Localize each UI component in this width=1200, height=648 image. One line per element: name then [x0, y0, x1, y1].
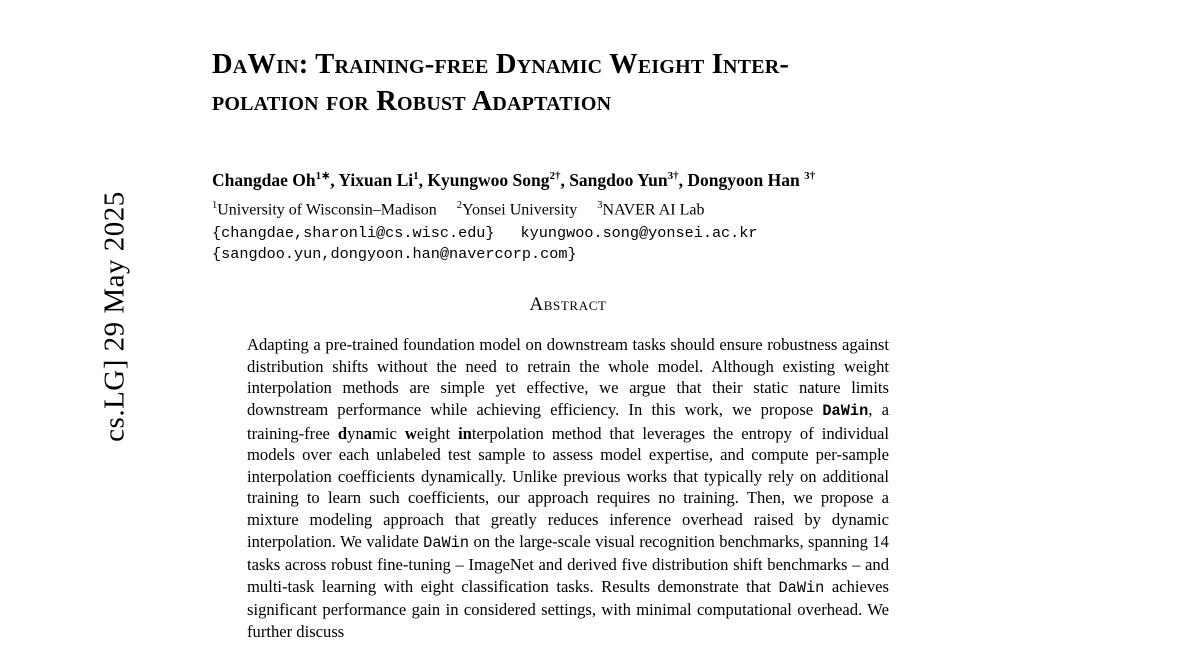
paper-page	[212, 0, 924, 648]
email-3[interactable]: {sangdoo.yun,dongyoon.han@navercorp.com}	[212, 244, 577, 263]
affiliation-1-mark: 1	[212, 199, 218, 211]
author-3: Kyungwoo Song$^{2\dagger}$,	[427, 169, 565, 190]
title-line-1: DaWin: Training-free Dynamic Weight Inter-	[212, 49, 790, 80]
author-5-marks: 3†	[804, 170, 816, 182]
affiliation-2-name: Yonsei University	[462, 201, 578, 219]
author-1-marks: 1∗	[315, 170, 331, 182]
abstract-text: Adapting a pre-trained foundation model on downstream tasks should ensure robustness against distribution shifts without the need to retrain the whole model. Although existing weight interpolation methods are simple yet effective, we argue that their static nature limits downstream performance while achieving efficiency. In this work, we propose DaWin, a training-free dynamic weight interpolation method that leverages the entropy of individual models over each unlabeled test sample to assess model expertise, and compute per-sample interpolation coefficients dynamically. Unlike previous works that typically rely on additional training to learn such coefficients, our approach requires no training. Then, we propose a mixture modeling approach that greatly reduces inference overhead raised by dynamic interpolation. We validate DaWin on the large-scale visual recognition benchmarks, spanning 14 tasks across robust fine-tuning – ImageNet and derived five distribution shift benchmarks – and multi-task learning with eight classification tasks. Results demonstrate that DaWin achieves significant performance gain in considered settings, with minimal computational overhead. We further discuss	[247, 335, 890, 641]
affiliation-2-mark: 2	[456, 199, 462, 211]
author-5: Dongyoon Han $^{3\dagger}$	[687, 169, 816, 190]
author-4: Sangdoo Yun$^{3\dagger}$,	[569, 169, 683, 190]
arxiv-stamp-text: cs.LG] 29 May 2025	[98, 191, 131, 442]
author-1: Changdae $Oh^{1∗}$,	[212, 169, 335, 190]
author-4-marks: 3†	[667, 170, 679, 182]
title-line-2: polation for Robust Adaptation	[212, 86, 612, 117]
page-title	[212, 0, 924, 120]
affiliation-3-name: NAVER AI Lab	[602, 201, 705, 219]
method-name-mono-1: DaWin	[423, 533, 470, 552]
method-name-bold: DaWin	[822, 401, 869, 420]
author-2-marks: 1	[413, 170, 419, 182]
email-1[interactable]: {changdae,sharonli@cs.wisc.edu}	[212, 224, 495, 243]
abstract-heading: Abstract	[529, 294, 607, 316]
method-name-mono-2: DaWin	[778, 578, 825, 597]
arxiv-stamp	[0, 0, 131, 648]
author-list	[212, 165, 924, 191]
author-2: Yixuan Li$^1$,	[338, 169, 424, 190]
affiliation-3-mark: 3	[597, 199, 603, 211]
author-3-marks: 2†	[549, 170, 561, 182]
email-block	[212, 223, 924, 264]
affiliation-1-name: University of Wisconsin–Madison	[217, 201, 437, 219]
email-2[interactable]: kyungwoo.song@yonsei.ac.kr	[520, 224, 758, 243]
affiliation-list	[212, 195, 924, 220]
